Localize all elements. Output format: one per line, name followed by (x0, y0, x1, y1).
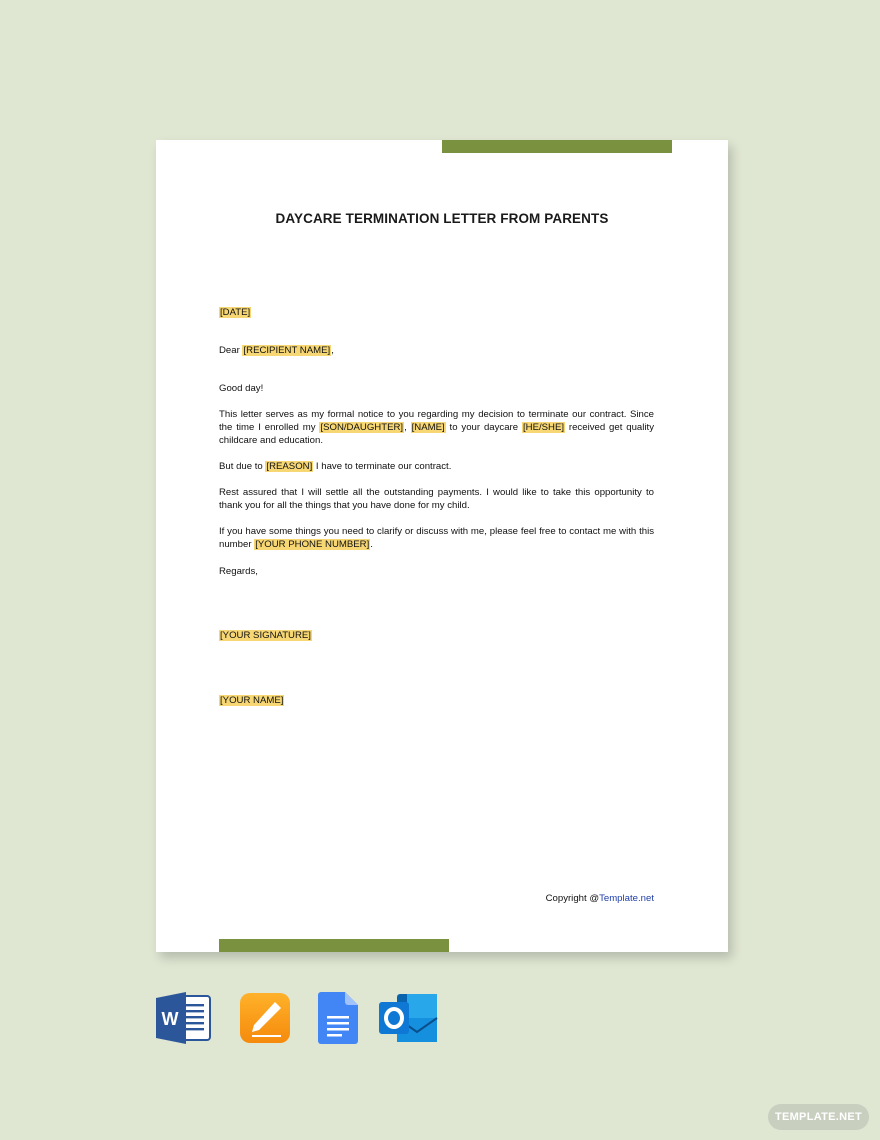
closing: Regards, (219, 566, 258, 577)
salutation (219, 344, 654, 357)
greeting: Good day! (219, 383, 264, 394)
letter-title: DAYCARE TERMINATION LETTER FROM PARENTS (275, 211, 609, 226)
svg-text:W: W (161, 1009, 179, 1029)
accent-bar-bottom (219, 939, 449, 952)
copyright (546, 893, 654, 904)
accent-bar-top (442, 140, 672, 153)
p1-text-a: This letter serves as my formal notice to you regarding my decision to terminate our contract. Since the time I enrolled my (219, 409, 654, 433)
p4-text-a: If you have some things you need to clarify or discuss with me, please feel free to contact me with this number (219, 526, 654, 550)
son-daughter-placeholder: [SON/DAUGHTER] (320, 422, 404, 433)
name-placeholder: [YOUR NAME] (220, 695, 284, 706)
word-icon[interactable] (156, 992, 212, 1044)
app-icons (0, 992, 880, 1044)
p2-text-b: I have to terminate our contract. (313, 461, 452, 472)
copyright-prefix: Copyright @ (545, 893, 600, 904)
copyright-link[interactable]: Template.net (599, 893, 654, 904)
paragraph-3: Rest assured that I will settle all the outstanding payments. I would like to take this opportunity to thank you for all the things that you have done for my child. (219, 487, 654, 511)
outlook-icon[interactable] (379, 992, 439, 1044)
p2-text-a: But due to (219, 461, 266, 472)
paragraph-1 (219, 408, 654, 447)
p1-text-c: to your daycare (445, 422, 522, 433)
paragraph-4 (219, 525, 654, 551)
signature-line (219, 629, 654, 642)
signature-placeholder: [YOUR SIGNATURE] (220, 630, 311, 641)
name-line (219, 694, 654, 707)
template-net-badge[interactable]: TEMPLATE.NET (768, 1104, 869, 1130)
google-docs-icon[interactable] (318, 992, 358, 1044)
p1-text-d: received get quality childcare and education. (219, 422, 654, 446)
date-line (219, 306, 654, 319)
reason-placeholder: [REASON] (266, 461, 313, 472)
pages-icon[interactable] (239, 992, 291, 1044)
salutation-suffix: , (331, 345, 334, 356)
letter-page (156, 140, 728, 952)
he-she-placeholder: [HE/SHE] (522, 422, 565, 433)
recipient-placeholder: [RECIPIENT NAME] (243, 345, 331, 356)
date-placeholder: [DATE] (220, 307, 251, 318)
child-name-placeholder: [NAME] (411, 422, 445, 433)
paragraph-2 (219, 460, 654, 473)
p1-text-b: , (404, 422, 411, 433)
salutation-prefix: Dear (219, 345, 243, 356)
p4-text-b: . (370, 539, 373, 550)
phone-placeholder: [YOUR PHONE NUMBER] (255, 539, 370, 550)
